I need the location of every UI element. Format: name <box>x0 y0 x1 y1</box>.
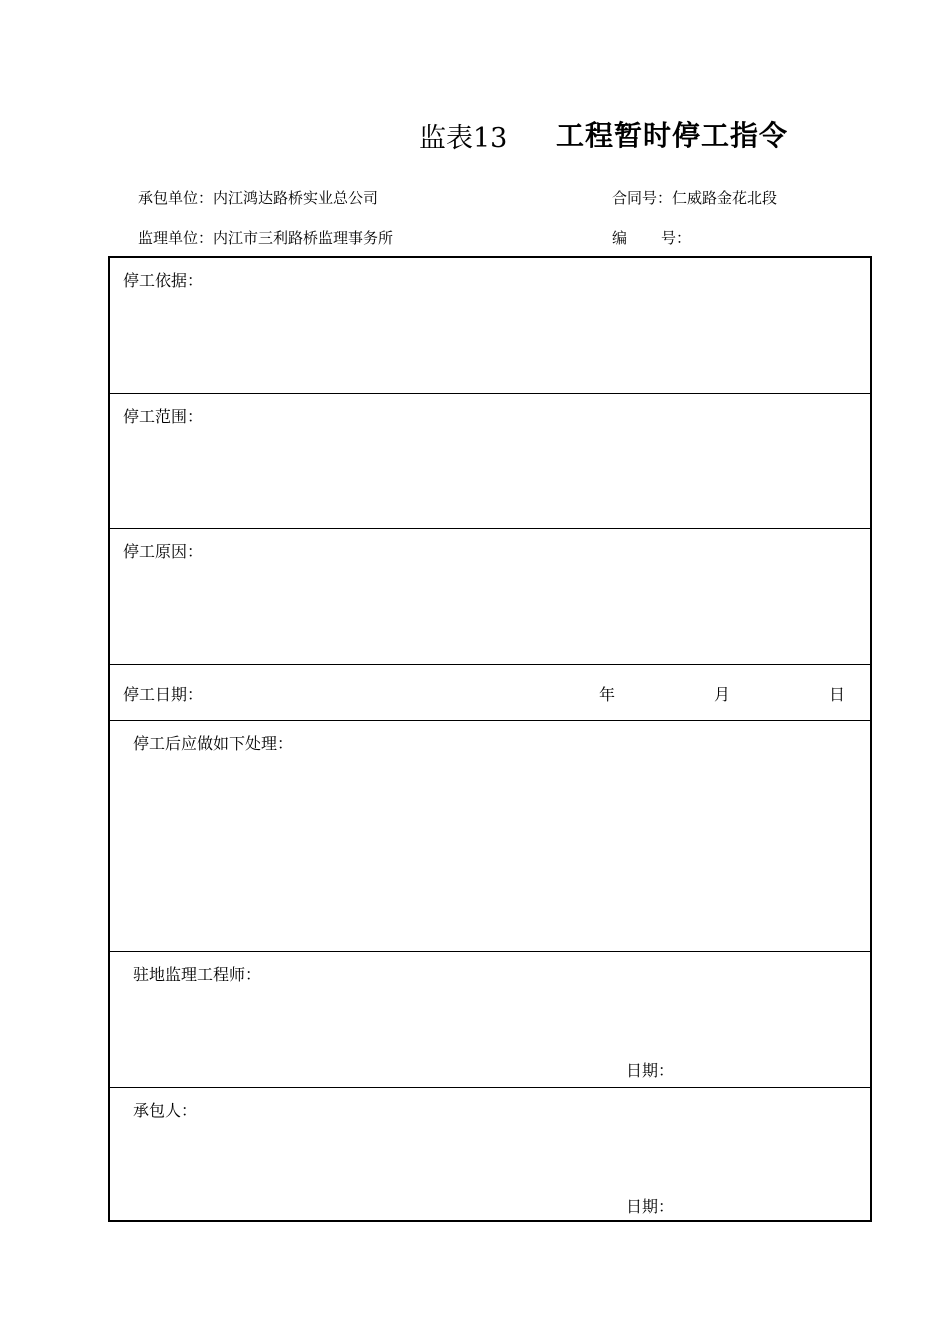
contract-no-line <box>612 187 777 208</box>
contractor-sign-label: 承包人： <box>133 1101 198 1120</box>
reason-label: 停工原因： <box>123 542 204 561</box>
engineer-date-label: 日期： <box>626 1061 675 1080</box>
scope-section <box>110 394 870 529</box>
scope-label: 停工范围： <box>123 407 204 426</box>
form-code: 监表13 <box>419 123 508 154</box>
date-label: 停工日期： <box>123 685 204 704</box>
reason-section <box>110 529 870 665</box>
contract-no-value: 仁威路金花北段 <box>672 189 778 207</box>
supervisor-line <box>138 227 393 248</box>
contractor-sign-section <box>110 1088 870 1220</box>
serial-label-part2: 号： <box>661 229 692 247</box>
supervisor-label: 监理单位： <box>138 229 214 247</box>
followup-section <box>110 721 870 952</box>
engineer-section <box>110 952 870 1088</box>
contract-no-label: 合同号： <box>612 189 673 207</box>
basis-label: 停工依据： <box>123 271 204 290</box>
serial-label-part1: 编 <box>612 229 628 247</box>
contractor-line <box>138 187 378 208</box>
form-title: 工程暂时停工指令 <box>556 119 789 152</box>
supervisor-value: 内江市三利路桥监理事务所 <box>213 229 394 247</box>
basis-section <box>110 258 870 394</box>
contractor-value: 内江鸿达路桥实业总公司 <box>213 189 379 207</box>
date-section <box>110 665 870 721</box>
stop-work-form <box>108 256 872 1222</box>
engineer-label: 驻地监理工程师： <box>133 965 262 984</box>
serial-line <box>612 227 691 248</box>
contractor-date-label: 日期： <box>626 1197 675 1216</box>
contractor-label: 承包单位： <box>138 189 214 207</box>
day-label: 日 <box>829 685 846 704</box>
month-label: 月 <box>714 685 731 704</box>
year-label: 年 <box>599 685 616 704</box>
followup-label: 停工后应做如下处理： <box>133 734 294 753</box>
